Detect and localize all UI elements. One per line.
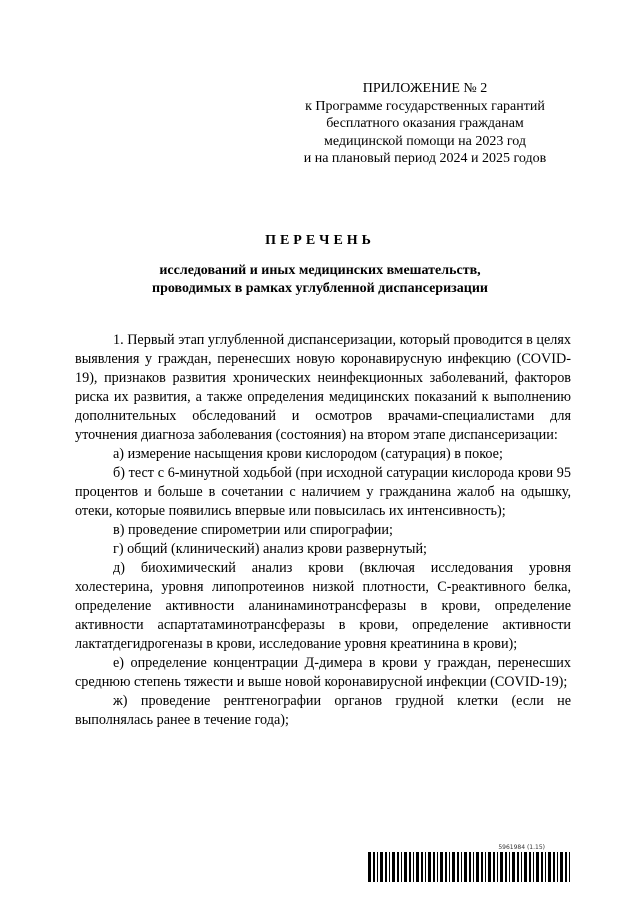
list-item-d: д) биохимический анализ крови (включая исследования уровня холестерина, уровня липопротеинов низкой плотности, С-реактивного белка, определение активности аланинаминотрансферазы в крови, определение активности аспартатаминотрансферазы в крови, определение активности лактатдегидрогеназы в крови, исследование уровня креатинина в крови); [75,560,571,652]
document-title: ПЕРЕЧЕНЬ [265,233,375,248]
list-item-g: г) общий (клинический) анализ крови развернутый; [113,541,427,557]
paragraph-1: 1. Первый этап углубленной диспансеризации, который проводится в целях выявления у граждан, перенесших новую коронавирусную инфекцию (COVID-19), признаков развития хронических неинфекционных заболеваний, факторов риска их развития, а также определения медицинских показаний к выполнению дополнительных обследований и осмотров врачами-специалистами для уточнения диагноза заболевания (состояния) на втором этапе диспансеризации: [75,332,571,443]
annex-line: и на плановый период 2024 и 2025 годов [303,151,547,167]
annex-line: медицинской помощи на 2023 год [324,133,526,149]
list-item-b: б) тест с 6-минутной ходьбой (при исходной сатурации кислорода крови 95 процентов и больше в сочетании с наличием у гражданина жалоб на одышку, отеки, которые появились впервые или повысилась их интенсивность); [75,465,571,519]
list-item-a: а) измерение насыщения крови кислородом (сатурация) в покое; [113,446,503,462]
barcode [368,844,573,882]
annex-line: к Программе государственных гарантий [305,98,545,114]
list-item-zh: ж) проведение рентгенографии органов грудной клетки (если не выполнялась ранее в течение года); [75,693,571,728]
barcode-bars [368,852,573,882]
barcode-code: 5961984 (1.15) [498,844,545,851]
list-item-e: е) определение концентрации Д-димера в крови у граждан, перенесших среднюю степень тяжести и выше новой коронавирусной инфекции (COVID-19); [75,655,571,690]
document-body [75,331,571,730]
subtitle-line: исследований и иных медицинских вмешательств, [159,263,481,278]
subtitle-line: проводимых в рамках углубленной диспансеризации [152,281,488,296]
annex-line: бесплатного оказания гражданам [326,116,524,132]
document-subtitle [100,262,540,298]
annex-number: ПРИЛОЖЕНИЕ № 2 [362,81,488,96]
annex-header [290,80,560,168]
list-item-v: в) проведение спирометрии или спирографии; [113,522,393,538]
